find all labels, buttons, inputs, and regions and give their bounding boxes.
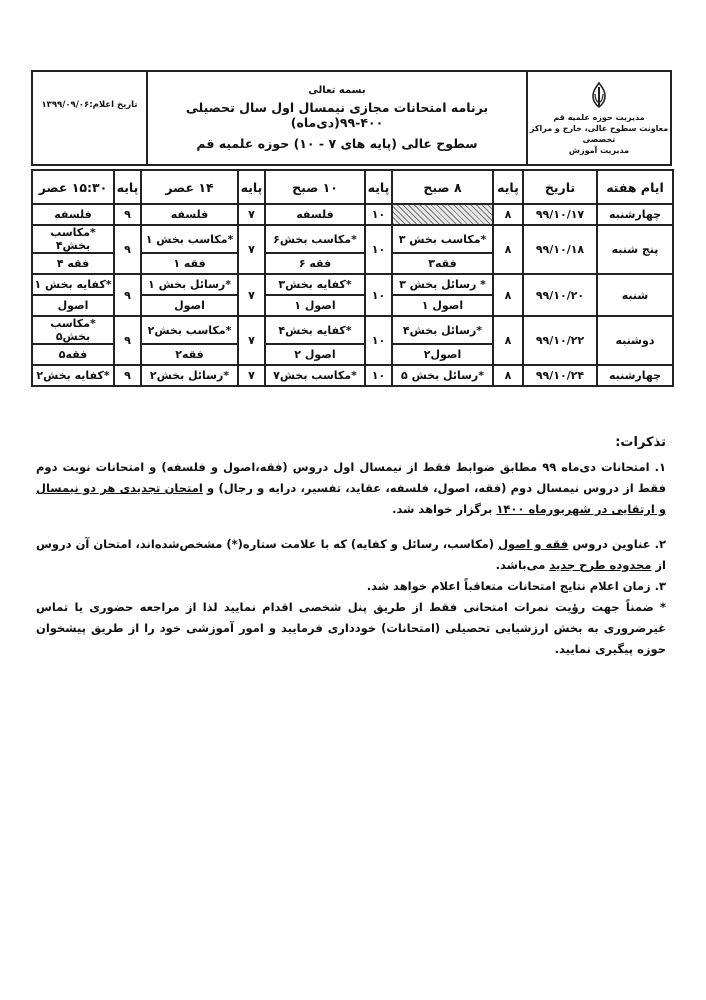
level-cell: ۷ [238, 204, 265, 225]
subject-cell: فقه ۱ [141, 253, 238, 274]
day-cell: پنج شنبه [597, 225, 673, 274]
level-cell: ۸ [493, 204, 523, 225]
emblem-icon [587, 81, 611, 109]
table-row [32, 204, 673, 225]
course-cell: فلسفه [141, 204, 238, 225]
empty-hatched-cell [392, 204, 493, 225]
header-slot-10am: ۱۰ صبح [265, 170, 365, 204]
level-cell: ۹ [114, 225, 141, 274]
level-cell: ۱۰ [365, 204, 392, 225]
header-level: پایه [114, 170, 141, 204]
note-1 [36, 457, 666, 520]
date-cell: ۹۹/۱۰/۲۲ [523, 316, 597, 365]
day-cell: شنبه [597, 274, 673, 316]
subject-cell: اصول۲ [392, 344, 493, 365]
note-2 [36, 534, 666, 576]
date-cell: ۹۹/۱۰/۲۴ [523, 365, 597, 386]
course-cell: *کفایه بخش۲ [32, 365, 114, 386]
page-subtitle: سطوح عالی (پایه های ۷ - ۱۰) حوزه علمیه قم [196, 136, 478, 151]
course-cell: *مکاسب بخش ۱ [141, 225, 238, 253]
subject-cell: اصول [141, 295, 238, 316]
course-cell: *کفایه بخش۴ [265, 316, 365, 344]
subject-cell: فقه۵ [32, 344, 114, 365]
date-cell: ۹۹/۱۰/۲۰ [523, 274, 597, 316]
subject-cell: اصول ۲ [265, 344, 365, 365]
table-row [32, 365, 673, 386]
organization-block [526, 72, 670, 164]
course-cell: *مکاسب بخش۷ [265, 365, 365, 386]
org-line-2: معاونت سطوح عالی، خارج و مراکز تخصصی [529, 123, 669, 144]
table-row [32, 274, 673, 295]
note-2-emphasis-1: فقه و اصول [498, 537, 569, 551]
course-cell: *مکاسب بخش۲ [141, 316, 238, 344]
table-row [32, 225, 673, 253]
day-cell: چهارشنبه [597, 204, 673, 225]
note-1-end: برگزار خواهد شد. [392, 502, 497, 516]
course-cell: *مکاسب بخش ۳ [392, 225, 493, 253]
header-slot-330pm: ۱۵:۳۰ عصر [32, 170, 114, 204]
org-line-1: مدیریت حوزه علمیه قم [553, 112, 645, 122]
subject-cell: اصول ۱ [392, 295, 493, 316]
level-cell: ۹ [114, 316, 141, 365]
course-cell: * رسائل بخش ۳ [392, 274, 493, 295]
announce-date: تاریخ اعلام:۱۳۹۹/۰۹/۰۶ [41, 100, 138, 110]
course-cell: *کفایه بخش۳ [265, 274, 365, 295]
table-row [32, 316, 673, 344]
level-cell: ۷ [238, 365, 265, 386]
subject-cell: فقه۳ [392, 253, 493, 274]
note-2-end: می‌باشد. [495, 558, 550, 572]
title-block [148, 72, 526, 164]
org-line-3: مدیریت آموزش [568, 145, 630, 155]
level-cell: ۱۰ [365, 274, 392, 316]
header-slot-2pm: ۱۴ عصر [141, 170, 238, 204]
header-level: پایه [365, 170, 392, 204]
course-cell: *رسائل بخش ۵ [392, 365, 493, 386]
level-cell: ۸ [493, 365, 523, 386]
course-cell: *مکاسب بخش۴ [32, 225, 114, 253]
level-cell: ۸ [493, 225, 523, 274]
level-cell: ۹ [114, 204, 141, 225]
course-cell: *مکاسب بخش۵ [32, 316, 114, 344]
level-cell: ۱۰ [365, 225, 392, 274]
exam-schedule-table [31, 169, 674, 387]
day-cell: چهارشنبه [597, 365, 673, 386]
document-header [31, 70, 672, 166]
course-cell: *رسائل بخش۲ [141, 365, 238, 386]
notes-section [36, 432, 666, 660]
subject-cell: اصول ۱ [265, 295, 365, 316]
note-1-text: ۱. امتحانات دی‌ماه ۹۹ مطابق ضوابط فقط از نیمسال اول دروس (فقه،اصول و فلسفه) و امتحانات نوبت دوم فقط از دروس نیمسال دوم (فقه، اصول، فلسفه، عقاید، تفسیر، درایه و رجال) و [36, 460, 667, 495]
header-level: پایه [493, 170, 523, 204]
level-cell: ۸ [493, 274, 523, 316]
course-cell: *مکاسب بخش۶ [265, 225, 365, 253]
date-cell: ۹۹/۱۰/۱۷ [523, 204, 597, 225]
note-2-emphasis-2: محدوده طرح جدید [549, 558, 652, 572]
course-cell: *کفایه بخش ۱ [32, 274, 114, 295]
course-cell: *رسائل بخش۴ [392, 316, 493, 344]
note-4: * ضمناً جهت رؤیت نمرات امتحانی فقط از طریق پنل شخصی اقدام نمایید لذا از مراجعه حضوری یا تماس غیرضروری به بخش ارزشیابی تحصیلی (امتحانات) خودداری فرمایید و امور آموزشی خود را از طریق پیشخوان حوزه پیگیری نمایید. [36, 600, 666, 656]
header-slot-8am: ۸ صبح [392, 170, 493, 204]
note-1-emphasis: امتحان تجدیدی هر دو نیمسال و ارتقایی در شهریورماه ۱۴۰۰ [36, 481, 666, 516]
announce-date-block [33, 72, 148, 164]
day-cell: دوشنبه [597, 316, 673, 365]
header-weekday: ایام هفته [597, 170, 673, 204]
course-cell: *رسائل بخش ۱ [141, 274, 238, 295]
level-cell: ۷ [238, 225, 265, 274]
level-cell: ۸ [493, 316, 523, 365]
level-cell: ۱۰ [365, 316, 392, 365]
table-header-row [32, 170, 673, 204]
subject-cell: فقه۲ [141, 344, 238, 365]
basmala: بسمه تعالی [308, 85, 366, 96]
course-cell: فلسفه [32, 204, 114, 225]
subject-cell: فقه ۶ [265, 253, 365, 274]
level-cell: ۹ [114, 365, 141, 386]
note-2-mid: (مکاسب، رسائل و کفایه) که با علامت ستاره(*) مشخص‌شده‌اند، امتحان آن دروس از [36, 537, 666, 572]
page-title: برنامه امتحانات مجازی نیمسال اول سال تحصیلی ۴۰۰-۹۹(دی‌ماه) [185, 100, 489, 130]
header-date: تاریخ [523, 170, 597, 204]
subject-cell: اصول [32, 295, 114, 316]
level-cell: ۱۰ [365, 365, 392, 386]
note-3: ۳. زمان اعلام نتایج امتحانات متعاقباً اعلام خواهد شد. [366, 579, 666, 593]
level-cell: ۷ [238, 274, 265, 316]
subject-cell: فقه ۴ [32, 253, 114, 274]
level-cell: ۷ [238, 316, 265, 365]
header-level: پایه [238, 170, 265, 204]
level-cell: ۹ [114, 274, 141, 316]
note-2-text: ۲. عناوین دروس [568, 537, 666, 551]
course-cell: فلسفه [265, 204, 365, 225]
notes-title: تذکرات: [615, 435, 666, 450]
date-cell: ۹۹/۱۰/۱۸ [523, 225, 597, 274]
